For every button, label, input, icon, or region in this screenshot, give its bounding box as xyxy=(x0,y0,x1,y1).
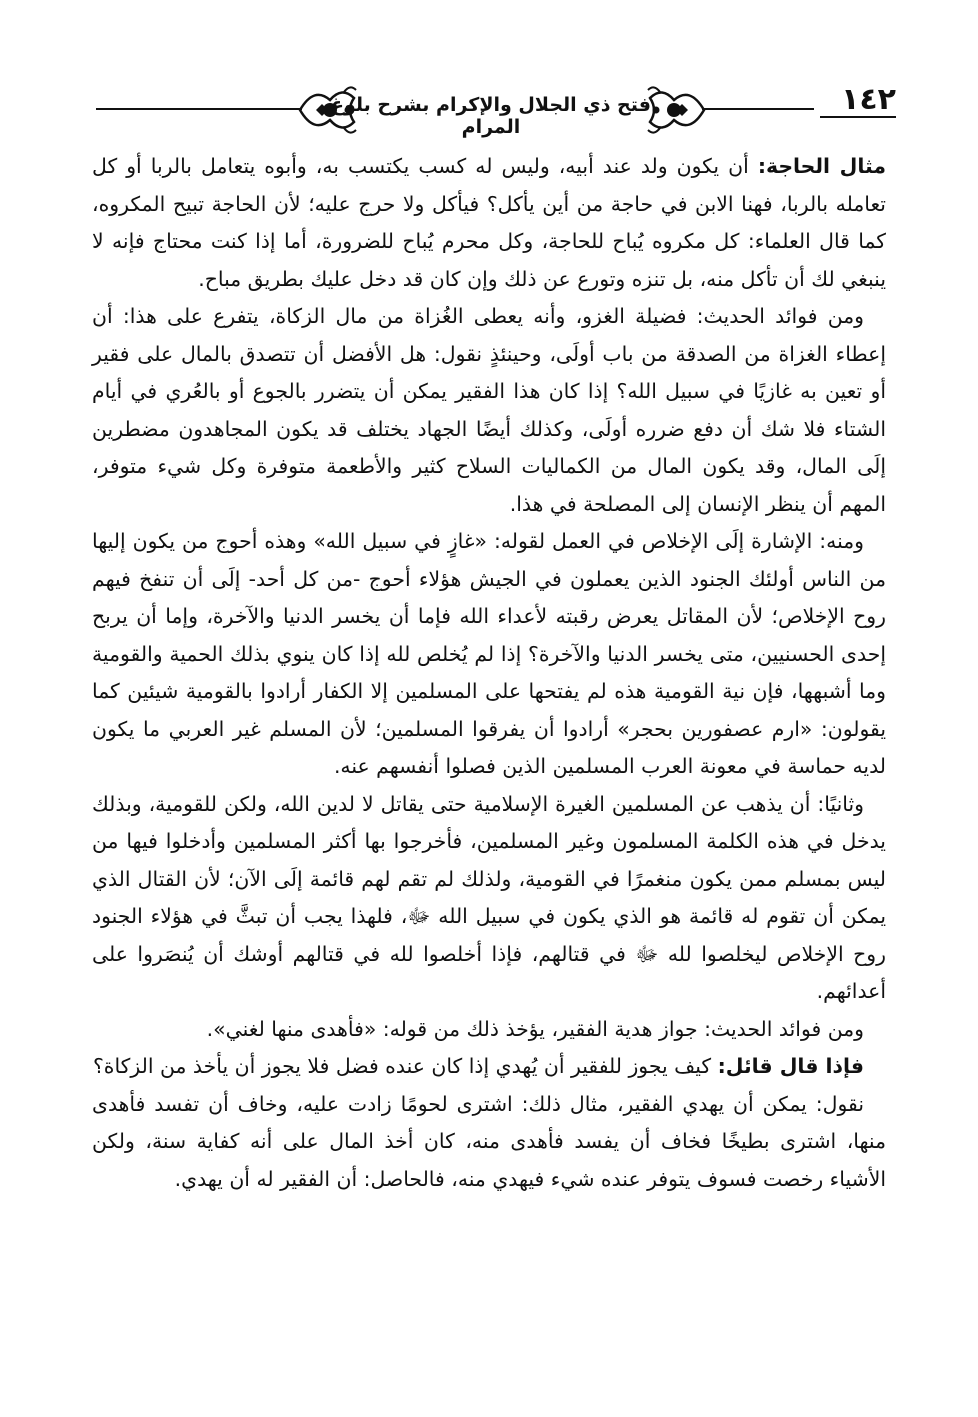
paragraph-body: أن يكون ولد عند أبيه، وليس له كسب يكتسب به، وأبوه يتعامل بالربا أو كل تعامله بالربا، فهنا الابن في حاجة من أين يأكل؟ فيأكل ولا حرج عليه؛ لأن الحاجة تبيح المكروه، كما قال العلماء: كل مكروه يُباح للحاجة، وكل محرم يُباح للضرورة، أما إذا كنت محتاج فإنه لا ينبغي لك أن تأكل منه، بل تنزه وتورع عن ذلك وإن كان قد دخل عليك بطريق مباح. xyxy=(92,154,886,291)
paragraph-benefit-fighting xyxy=(92,298,886,523)
page-header xyxy=(96,78,896,142)
main-text xyxy=(92,148,886,1198)
paragraph-body: نقول: يمكن أن يهدي الفقير، مثال ذلك: اشترى لحومًا زادت عليه، وخاف أن تفسد فأهدى منها، اشترى بطيخًا فخاف أن يفسد فأهدى منه، كان أخذ المال على أنه كفاية سنة، ولكن الأشياء رخصت فسوف يتوفر عنده شيء فيهدي منه، فالحاصل: أن الفقير له أن يهدي. xyxy=(92,1091,886,1191)
page-number: ١٤٢ xyxy=(841,82,896,117)
paragraph-lead: فإذا قال قائل: xyxy=(717,1054,864,1078)
ornament-right-icon xyxy=(644,78,708,142)
paragraph-answer xyxy=(92,1086,886,1199)
paragraph-secondly xyxy=(92,786,886,1011)
header-rule-left xyxy=(96,108,302,110)
paragraph-body: وثانيًا: أن يذهب عن المسلمين الغيرة الإسلامية حتى يقاتل لا لدين الله، ولكن للقومية، وبذلك يدخل في هذه الكلمة المسلمون وغير المسلمين، فأخرجوا بها أكثر المسلمين وأدخلوا فيها من ليس بمسلم ممن يكون منغمرًا في القومية، ولذلك لم تقم لهم قائمة إلَى الآن؛ لأن القتال الذي يمكن أن تقوم له قائمة هو الذي يكون في سبيل الله ﷻ، فلهذا يجب أن تبثَّ في هؤلاء الجنود روح الإخلاص ليخلصوا لله ﷻ في قتالهم، فإذا أخلصوا لله في قتالهم أوشك أن يُنصَروا على أعدائهم. xyxy=(92,791,886,1003)
header-rule-right xyxy=(702,108,814,110)
paragraph-sincerity xyxy=(92,523,886,786)
paragraph-body: كيف يجوز للفقير أن يُهدي إذا كان عنده فضل فلا يجوز أن يأخذ من الزكاة؟ xyxy=(92,1054,718,1078)
paragraph-body: ومن فوائد الحديث: جواز هدية الفقير، يؤخذ ذلك من قوله: «فأهدى منها لغني». xyxy=(206,1016,864,1041)
paragraph-question xyxy=(92,1048,886,1086)
paragraph-gift-of-poor xyxy=(92,1011,886,1049)
paragraph-need-example xyxy=(92,148,886,298)
paragraph-lead: مثال الحاجة: xyxy=(757,154,886,178)
paragraph-body: ومن فوائد الحديث: فضيلة الغزو، وأنه يعطى الغُزاة من مال الزكاة، يتفرع على هذا: أن إعطاء الغزاة من الصدقة من باب أولَى، وحينئذٍ نقول: هل الأفضل أن تتصدق بالمال على فقير أو تعين به غازيًا في سبيل الله؟ إذا كان هذا الفقير يمكن أن يتضرر بالجوع أو بالعُري في أيام الشتاء فلا شك أن دفع ضرره أولَى، وكذلك أيضًا الجهاد يختلف قد يكون المجاهدون مضطرين إلَى المال، وقد يكون المال من الكماليات السلاح كثير والأطعمة متوفرة وكل شيء متوفر، المهم أن ينظر الإنسان إلى المصلحة في هذا. xyxy=(92,304,886,516)
paragraph-body: ومنه: الإشارة إلَى الإخلاص في العمل لقوله: «غازٍ في سبيل الله» وهذه أحوج من يكون إليها من الناس أولئك الجنود الذين يعملون في الجيش هؤلاء أحوج -من كل أحد- إلَى أن تنفخ فيهم روح الإخلاص؛ لأن المقاتل يعرض رقبته لأعداء الله فإما أن يخسر الدنيا والآخرة، وإما أن يربح إحدى الحسنيين، متى يخسر الدنيا والآخرة؟ إذا لم يُخلص لله إذا كان ينوي بذلك الحمية والقومية وما أشبهها، فإن نية القومية هذه لم يفتحها على المسلمين إلا الكفار أرادوا بالقومية شيئين كما يقولون: «ارم عصفورين بحجر» أرادوا أن يفرقوا المسلمين؛ لأن المسلم غير العربي ما يكون لديه حماسة في معونة العرب المسلمين الذين فصلوا أنفسهم عنه. xyxy=(92,529,886,778)
book-title: فتح ذي الجلال والإكرام بشرح بلوغ المرام xyxy=(331,94,651,138)
